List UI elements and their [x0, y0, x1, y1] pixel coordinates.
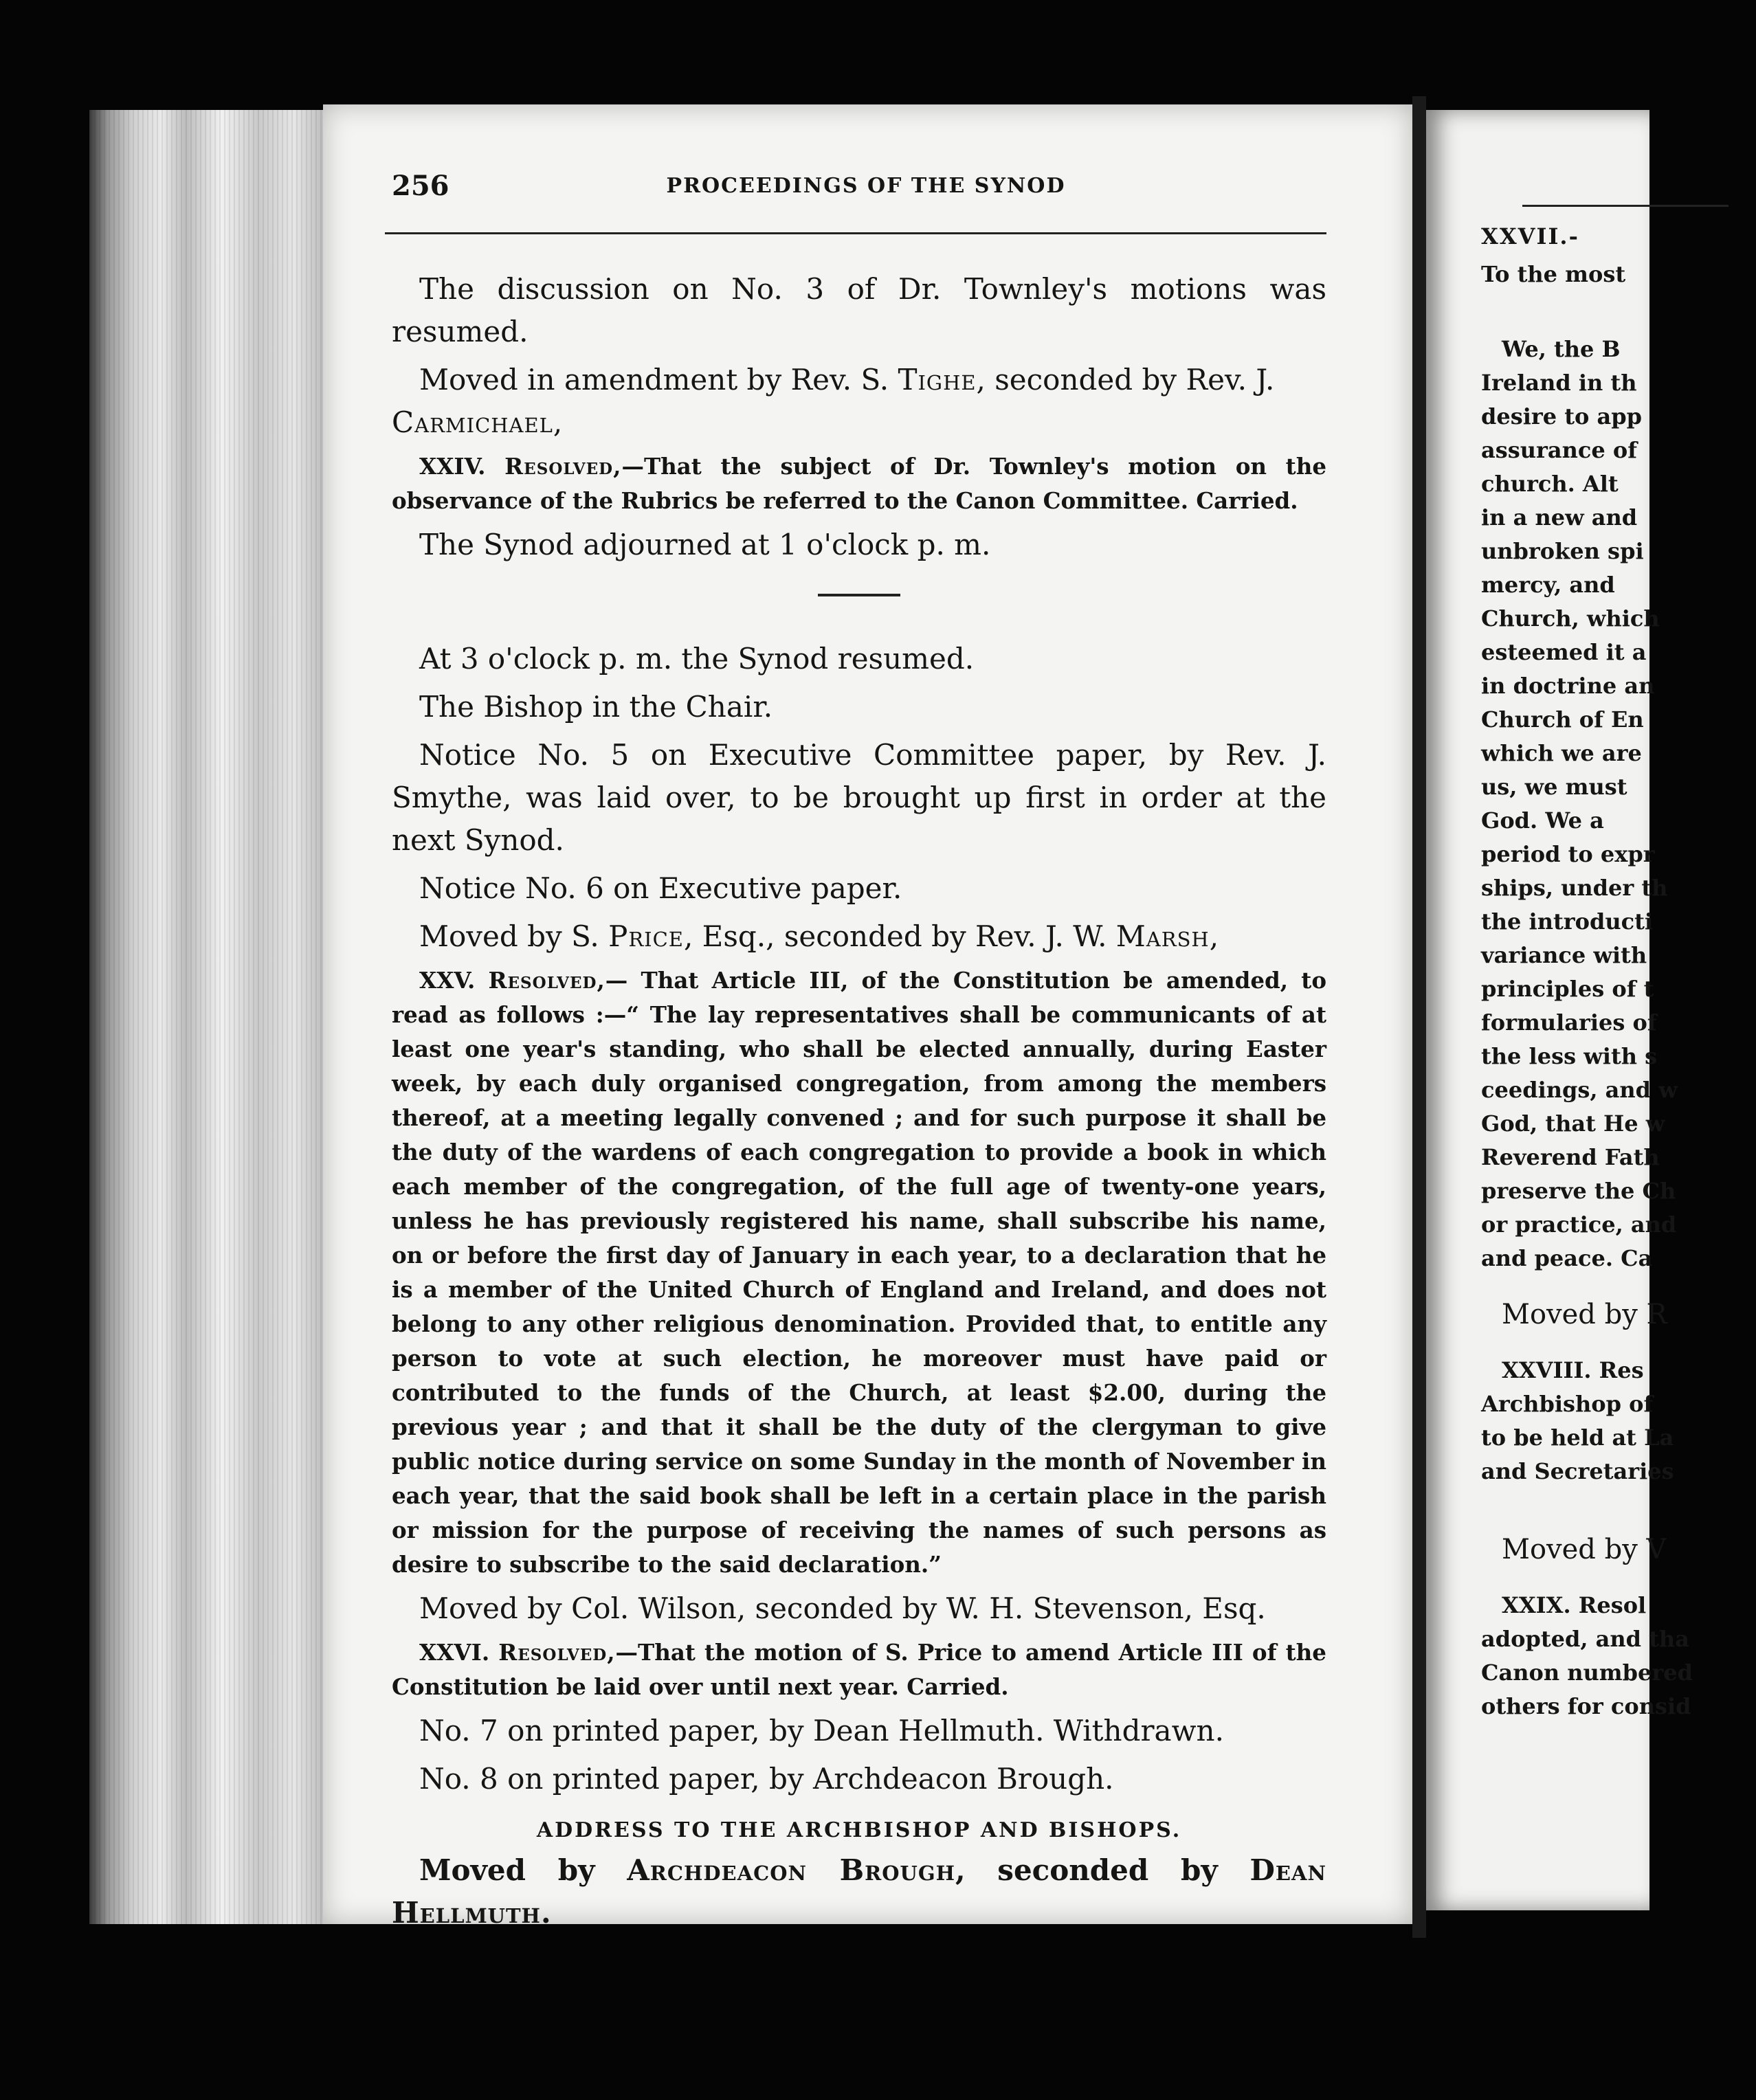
right-line: which we are — [1481, 740, 1642, 766]
right-line: principles of t — [1481, 976, 1654, 1002]
moved-text: Moved by S. — [419, 919, 609, 953]
resolution-number: XXVI. — [419, 1639, 499, 1666]
resolution-text: — That Article III, of the Constitution be amended, to read as follows :—“ The lay representatives shall be communicants of at least one year's standing, who shall be elected annually, during Easter week, by each duly organised congregation, from among the members thereof, at a meeting legally convened ; and for such purpose it shall be the duty of the wardens of each congregation to provide a book in which each member of the congregation, of the full age of twenty-one years, unless he has previously registered his name, shall subscribe his name, on or before the first day of January in each year, to a declaration that he is a member of the United Church of England and Ireland, and does not belong to any other religious denomination. Provided that, to entitle any person to vote at such election, he moreover must have paid or contributed to the funds of the Church, at least $2.00, during the previous year ; and that it shall be the duty of the clergyman to give public notice during service on some Sunday in the month of November in each year, that the said book shall be left in a certain place in the parish or mission for the purpose of receiving the names of such persons as desire to subscribe to the said declaration.” — [392, 967, 1326, 1578]
right-line: unbroken spi — [1481, 538, 1644, 564]
right-line: the less with s — [1481, 1043, 1658, 1069]
name-tighe: Tighe — [898, 363, 977, 396]
book-page-edges — [89, 110, 330, 1924]
right-line: in doctrine an — [1481, 673, 1655, 699]
page-header — [392, 170, 1320, 211]
section-heading-address: ADDRESS TO THE ARCHBISHOP AND BISHOPS. — [536, 1818, 1182, 1842]
spacer — [1481, 1334, 1756, 1354]
resolution-number: XXV. — [419, 967, 489, 994]
paragraph-discussion: The discussion on No. 3 of Dr. Townley's motions was resumed. — [392, 272, 1326, 348]
right-line: the introducti — [1481, 908, 1654, 935]
paragraph-bishop-chair: The Bishop in the Chair. — [419, 690, 773, 724]
right-line: To the most — [1481, 261, 1626, 287]
paragraph-notice-5: Notice No. 5 on Executive Committee paper, by Rev. J. Smythe, was laid over, to be brought up first in order at the next Synod. — [392, 738, 1326, 857]
right-line: formularies of — [1481, 1009, 1657, 1036]
paragraph-no-7: No. 7 on printed paper, by Dean Hellmuth. Withdrawn. — [419, 1714, 1224, 1747]
spacer — [1481, 291, 1756, 333]
seconded-text: , Esq., seconded by Rev. J. W. — [683, 919, 1116, 953]
right-line: esteemed it a — [1481, 639, 1647, 665]
right-line: ships, under th — [1481, 875, 1668, 901]
right-line: Church, which — [1481, 605, 1660, 632]
right-line: and peace. Ca — [1481, 1245, 1653, 1271]
right-line: period to expr — [1481, 841, 1655, 867]
right-page-text — [1481, 220, 1756, 1723]
right-header-rule — [1522, 205, 1729, 207]
right-line: others for consid — [1481, 1693, 1691, 1719]
right-line: XXIX. Resol — [1502, 1592, 1647, 1618]
right-line: Reverend Fath — [1481, 1144, 1660, 1170]
right-line: Moved by V — [1502, 1534, 1667, 1565]
paragraph-moved-price — [392, 915, 1326, 958]
seconded-text: , seconded by — [955, 1853, 1250, 1887]
name-marsh: Marsh, — [1115, 919, 1220, 953]
resolved-label: Resolved, — [504, 453, 622, 480]
right-line: God. We a — [1481, 807, 1604, 834]
resolved-label: Resolved, — [498, 1639, 616, 1666]
page-body — [392, 262, 1326, 1940]
right-line: mercy, and — [1481, 572, 1615, 598]
right-line: us, we must — [1481, 774, 1627, 800]
name-brough: Archdeacon Brough — [627, 1853, 955, 1887]
paragraph-moved-wilson: Moved by Col. Wilson, seconded by W. H. Stevenson, Esq. — [419, 1591, 1266, 1625]
right-line: preserve the Ch — [1481, 1178, 1676, 1204]
right-line: desire to app — [1481, 403, 1643, 429]
right-line: and Secretaries — [1481, 1458, 1674, 1484]
resolution-text: —That the subject of Dr. Townley's motion on the observance of the Rubrics be referred to the Canon Committee. Carried. — [392, 453, 1326, 514]
header-rule — [385, 232, 1326, 234]
name-price: Price — [608, 919, 684, 953]
spacer — [1481, 1570, 1756, 1589]
paragraph-adjourned: The Synod adjourned at 1 o'clock p. m. — [419, 528, 991, 561]
name-carmichael: Carmichael, — [392, 405, 564, 439]
moved-text: Moved in amendment by Rev. S. — [419, 363, 898, 396]
resolution-number: XXIV. — [419, 453, 505, 480]
right-line: Canon numbered — [1481, 1660, 1693, 1686]
resolution-xxiv — [392, 449, 1326, 518]
right-line: Moved by R — [1502, 1299, 1667, 1330]
page-number: 256 — [392, 170, 449, 202]
right-line: assurance of — [1481, 437, 1637, 463]
paragraph-moved-brough — [392, 1849, 1326, 1934]
paragraph-moved-amendment — [392, 359, 1326, 444]
paragraph-notice-6: Notice No. 6 on Executive paper. — [419, 871, 902, 905]
right-line: or practice, and — [1481, 1211, 1677, 1238]
right-line: Church of En — [1481, 706, 1644, 733]
paragraph-resumed: At 3 o'clock p. m. the Synod resumed. — [419, 642, 975, 675]
right-line: to be held at La — [1481, 1425, 1674, 1451]
right-line: adopted, and tha — [1481, 1626, 1689, 1652]
left-page — [323, 104, 1412, 1930]
right-line: God, that He w — [1481, 1110, 1665, 1137]
seconded-text: , seconded by Rev. J. — [976, 363, 1275, 396]
right-line: church. Alt — [1481, 471, 1619, 497]
resolved-label: Resolved, — [488, 967, 605, 994]
moved-text: Moved by — [419, 1853, 627, 1887]
resolution-text: —That the motion of S. Price to amend Article III of the Constitution be laid over until next year. Carried. — [392, 1639, 1326, 1700]
resolution-xxv — [392, 963, 1326, 1582]
spacer — [1481, 1488, 1756, 1530]
resolution-xxvi — [392, 1635, 1326, 1704]
spacer — [1481, 1275, 1756, 1295]
right-line: XXVIII. Res — [1502, 1357, 1644, 1383]
right-line: Ireland in th — [1481, 370, 1637, 396]
right-line: XXVII.- — [1481, 223, 1579, 249]
section-divider — [818, 594, 900, 596]
running-head: PROCEEDINGS OF THE SYNOD — [666, 174, 1066, 198]
right-line: We, the B — [1502, 336, 1621, 362]
right-line: in a new and — [1481, 504, 1638, 530]
right-line: ceedings, and w — [1481, 1077, 1678, 1103]
right-line: Archbishop of — [1481, 1391, 1654, 1417]
book-spine — [1412, 96, 1426, 1938]
paragraph-no-8: No. 8 on printed paper, by Archdeacon Brough. — [419, 1762, 1114, 1796]
right-page — [1426, 110, 1693, 1910]
name-hellmuth: Dean Hellmuth. — [392, 1853, 1326, 1930]
right-line: variance with — [1481, 942, 1647, 968]
